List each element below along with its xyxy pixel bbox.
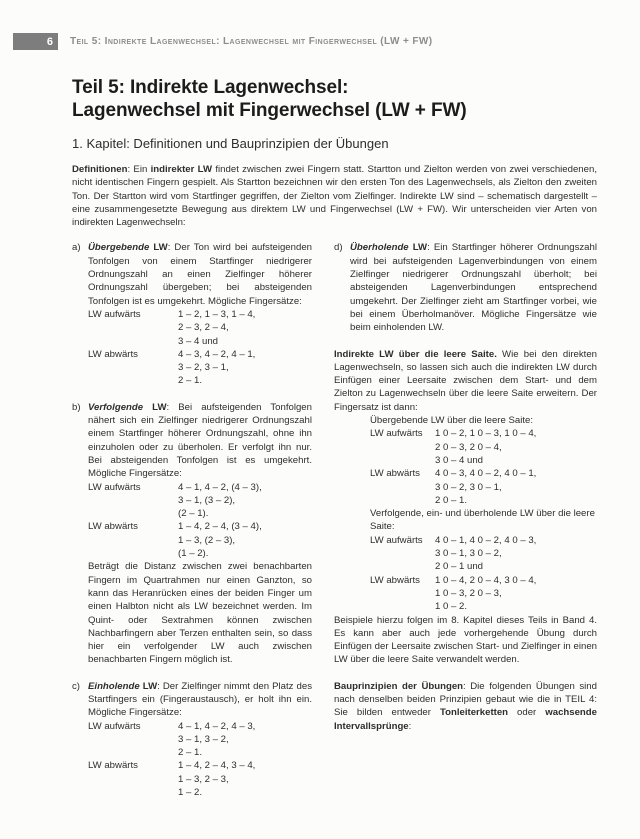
fingering-row-sub2-down [370,574,597,614]
fingering-line: 4 0 – 1, 4 0 – 2, 4 0 – 3, [435,534,537,546]
fingering-line: 3 – 2, 3 – 1, [178,362,229,374]
fingering-line: 2 – 3, 2 – 4, [178,322,229,334]
fingering-values [178,759,312,799]
page-number-box [13,33,58,50]
fingering-list-a [88,308,312,388]
fingering-row-sub2-up [370,534,597,574]
fingering-values [178,520,312,560]
fingering-line: 2 0 – 1 und [435,561,484,573]
fingering-line: 1 – 3, (2 – 3), [178,534,236,546]
fingering-values [178,308,312,348]
fingering-line: 1 – 4, 2 – 4, 3 – 4, [178,760,256,772]
fingering-values [435,574,597,614]
open-string-verfolgende-block [370,507,597,613]
fingering-row-b-down [88,520,312,560]
two-column-layout [72,241,597,799]
fingering-label: LW abwärts [370,468,420,480]
fingering-line: 1 – 3, 2 – 3, [178,773,229,785]
fingering-label: LW aufwärts [88,308,141,320]
fingering-line: 1 0 – 4, 2 0 – 4, 3 0 – 4, [435,574,537,586]
item-text-b: Verfolgende LW: Bei aufsteigenden Tonfolgen nähert sich ein Zielfinger niedrigerer Ordnungszahl einem Startfinger höherer Ordnungszahl, ohne ihn einzuholen oder zu überholen. Er verfolgt ihn nur. Bei absteigenden Tonfolgen ist es umgekehrt. Mögliche Fingersätze: [88,401,312,480]
item-text-d: Überholende LW: Ein Startfinger höherer Ordnungszahl wird bei aufsteigenden Lagenverbindungen von einem Zielfinger niedrigerer Ordnungszahl überholt; bei absteigenden Lagenverbindungen entsprechend umgekehrt. Der Zielfinger zieht am Startfinger vorbei, wie bei einem Überholmanöver. Mögliche Fingersätze wie beim einholenden LW. [350,242,597,334]
examples-paragraph: Beispiele hierzu folgen im 8. Kapitel dieses Teils in Band 4. Es kann aber auch jede vorhergehende Übung durch Einfügen der Leersaite zwischen Start- und Zielfinger in einen LW über die leere Saite verwandelt werden. [334,614,597,666]
item-text-a: Übergebende LW: Der Ton wird bei aufsteigenden Tonfolgen von einem Startfinger niedrigerer Ordnungszahl an einen Zielfinger höherer Ordnungszahl übergeben; bei absteigenden Tonfolgen ist es umgekehrt. Mögliche Fingersätze: [88,242,312,307]
fingering-row-a-down [88,348,312,388]
definition-item-b [72,401,312,667]
open-string-sub2-heading: Verfolgende, ein- und überholende LW über die leere Saite: [370,508,595,533]
principles-paragraph: Bauprinzipien der Übungen: Die folgenden Übungen sind nach denselben beiden Prinzipien gebaut wie die in TEIL 4: Sie bilden entweder Tonleiterketten oder wachsende Intervallsprünge: [334,680,597,732]
fingering-label: LW abwärts [370,574,420,586]
fingering-label: LW abwärts [88,521,138,533]
fingering-line: 1 – 2, 1 – 3, 1 – 4, [178,308,256,320]
fingering-line: 2 – 1. [178,375,203,387]
fingering-line: 3 0 – 2, 3 0 – 1, [435,481,502,493]
definition-item-c [72,680,312,800]
page-title-line2: Lagenwechsel mit Fingerwechsel (LW + FW) [72,100,467,121]
open-string-uebergebende-block [370,414,597,507]
open-string-paragraph: Indirekte LW über die leere Saite. Wie bei den direkten Lagenwechseln, so lassen sich auch die indirekten LW durch Einfügen einer Leersaite zwischen dem Start- und dem Zielton zu Lagenwechseln über die leere Saite erweitern. Der Fingersatz ist dann: [334,348,598,413]
item-marker-b: b) [72,401,81,413]
fingering-line: (1 – 2). [178,548,209,560]
fingering-list-c [88,720,312,800]
fingering-row-sub1-up [370,427,597,467]
fingering-line: 4 – 3, 4 – 2, 4 – 1, [178,348,256,360]
fingering-row-b-up [88,481,312,521]
fingering-list-b [88,481,312,561]
definitions-paragraph: Definitionen: Ein indirekter LW findet zwischen zwei Fingern statt. Startton und Zielton werden von zwei verschiedenen, nicht identischen Fingern gespielt. Als Startton bezeichnen wir den ersten Ton des Lagenwechsels, als Zielton den zweiten Ton. Der Startton wird vom Startfinger gegriffen, der Zielton vom Zielfinger. Indirekte LW sind – schematisch dargestellt – eine zusammengesetzte Bewegung aus direktem LW und Fingerwechsel (LW + FW). Wir unterscheiden vier Arten von indirekten Lagenwechseln: [72,164,597,229]
fingering-label: LW aufwärts [370,428,423,440]
fingering-values [435,427,597,467]
fingering-line: 1 – 2. [178,787,203,799]
fingering-row-sub1-down [370,467,597,507]
fingering-values [178,481,312,521]
fingering-line: 1 0 – 2. [435,601,468,613]
fingering-values [178,720,312,760]
fingering-label: LW abwärts [88,348,138,360]
page-number: 6 [46,35,53,48]
fingering-label: LW aufwärts [370,534,423,546]
fingering-values [435,467,597,507]
fingering-label: LW abwärts [88,760,138,772]
fingering-line: 4 – 1, 4 – 2, (4 – 3), [178,481,262,493]
item-text-c: Einholende LW: Der Zielfinger nimmt den Platz des Startfingers ein (Fingeraustausch), er holt ihn ein. Mögliche Fingersätze: [88,680,312,719]
fingering-line: 4 – 1, 4 – 2, 4 – 3, [178,720,256,732]
fingering-line: 2 – 1. [178,747,203,759]
fingering-line: 3 – 4 und [178,335,219,347]
chapter-heading: 1. Kapitel: Definitionen und Bauprinzipien der Übungen [72,136,389,151]
fingering-line: 1 – 4, 2 – 4, (3 – 4), [178,521,262,533]
fingering-line: 1 0 – 2, 1 0 – 3, 1 0 – 4, [435,428,537,440]
fingering-line: 3 – 1, (3 – 2), [178,494,236,506]
page-content [72,76,597,799]
fingering-line: 2 0 – 3, 2 0 – 4, [435,441,502,453]
fingering-row-c-up [88,720,312,760]
fingering-line: 3 0 – 4 und [435,454,484,466]
item-marker-a: a) [72,242,81,254]
item-note-b: Beträgt die Distanz zwischen zwei benachbarten Fingern im Quartrahmen nur einen Ganzton, so kann das Heranrücken eines der beiden Finger um einen Halbton nicht als LW bezeichnet werden. Im Quint- oder Sextrahmen können zwischen Nachbarfingern aber Terzen enthalten sein, so dass hier ein verfolgender LW auch zwischen benachbarten Fingern möglich ist. [88,561,312,666]
fingering-line: 2 0 – 1. [435,494,468,506]
fingering-line: 3 – 1, 3 – 2, [178,733,229,745]
fingering-line: 1 0 – 3, 2 0 – 3, [435,587,502,599]
item-marker-c: c) [72,680,80,692]
fingering-values [178,348,312,388]
fingering-row-a-up [88,308,312,348]
page-title-line1: Teil 5: Indirekte Lagenwechsel: [72,77,349,98]
fingering-label: LW aufwärts [88,481,141,493]
fingering-row-c-down [88,759,312,799]
column-left [72,241,312,799]
fingering-label: LW aufwärts [88,720,141,732]
running-head: Teil 5: Indirekte Lagenwechsel: Lagenwechsel mit Fingerwechsel (LW + FW) [70,36,433,47]
page-header [13,33,433,50]
fingering-line: 4 0 – 3, 4 0 – 2, 4 0 – 1, [435,468,537,480]
definition-item-a [72,241,312,387]
column-right [334,241,597,799]
item-marker-d: d) [334,242,343,254]
fingering-values [435,534,597,574]
open-string-sub1-heading: Übergebende LW über die leere Saite: [370,415,534,427]
fingering-line: 3 0 – 1, 3 0 – 2, [435,548,502,560]
definition-item-d [334,241,597,334]
fingering-line: (2 – 1). [178,508,209,520]
page-title [72,76,597,122]
